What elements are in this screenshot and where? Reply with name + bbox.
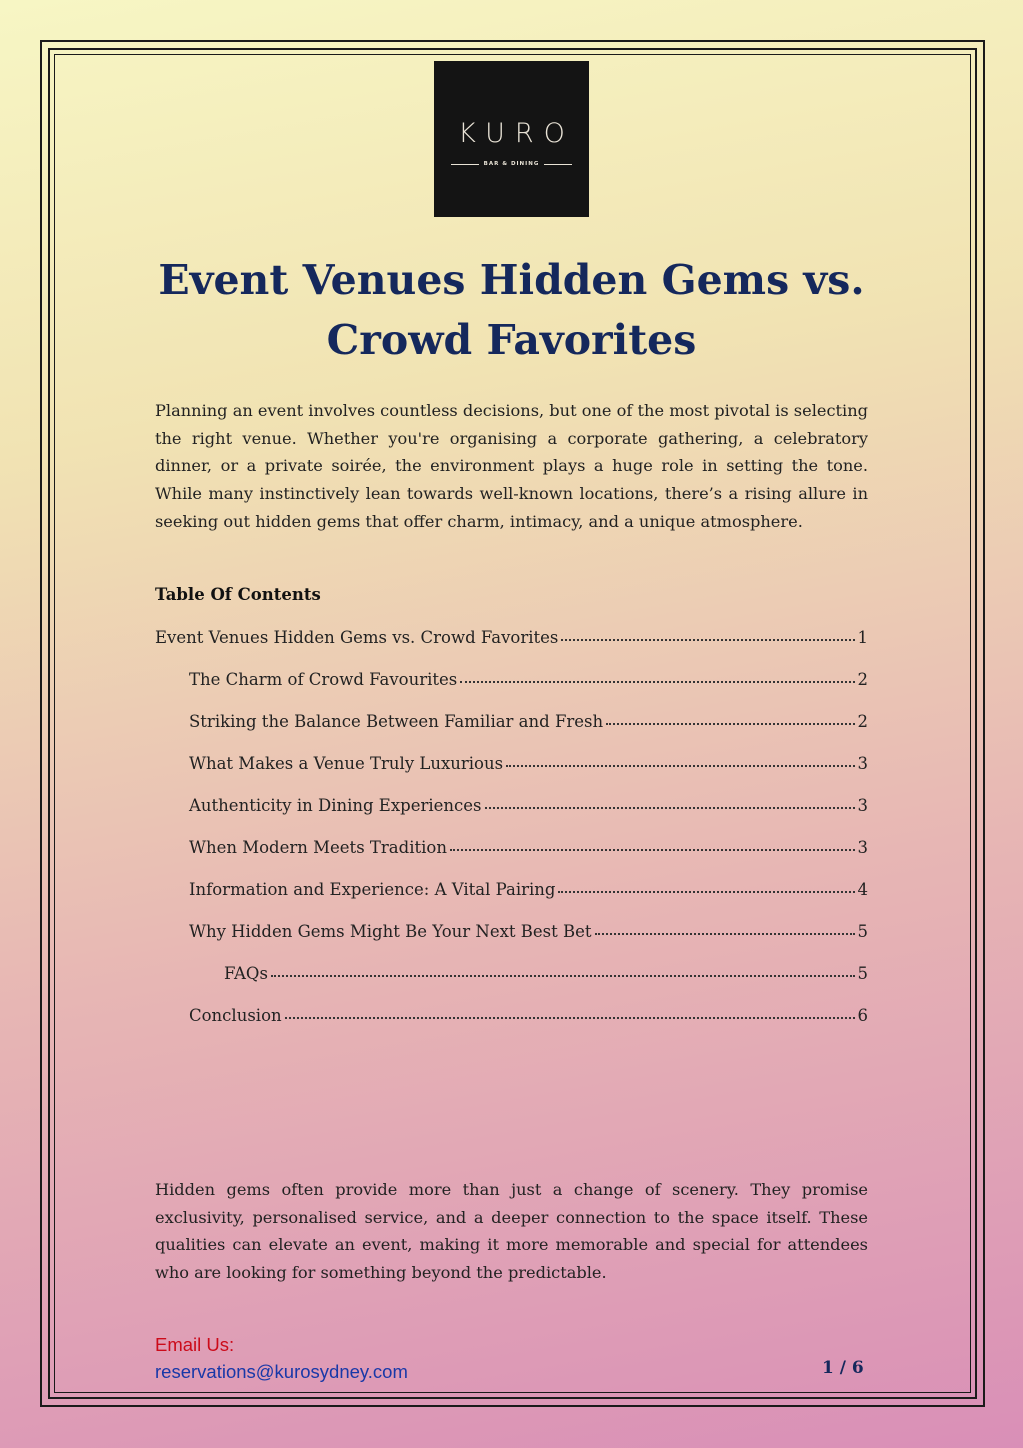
toc-dot-leader <box>506 764 854 767</box>
toc-dot-leader <box>606 722 854 725</box>
toc-entry-label: Striking the Balance Between Familiar and Fresh <box>189 712 604 731</box>
toc-dot-leader <box>285 1016 855 1019</box>
toc-entry-label: Authenticity in Dining Experiences <box>189 796 482 815</box>
toc-entry[interactable] <box>155 922 868 964</box>
toc-entry[interactable] <box>155 754 868 796</box>
toc-dot-leader <box>561 638 854 641</box>
toc-entry-label: Information and Experience: A Vital Pairing <box>189 880 556 899</box>
toc-entry[interactable] <box>155 964 868 1006</box>
intro-paragraph: Planning an event involves countless decisions, but one of the most pivotal is selecting the right venue. Whether you're organising a corporate gathering, a celebratory dinner, or a private soirée, the environment plays a huge role in setting the tone. While many instinctively lean towards well-known locations, there’s a rising allure in seeking out hidden gems that offer charm, intimacy, and a unique atmosphere. <box>155 401 868 531</box>
toc-dot-leader <box>450 848 855 851</box>
toc-dot-leader <box>595 932 855 935</box>
toc-dot-leader <box>460 680 854 683</box>
toc-entry-page: 3 <box>857 838 868 857</box>
email-link[interactable]: reservations@kurosydney.com <box>155 1361 408 1382</box>
toc-entry[interactable] <box>155 796 868 838</box>
toc-entry[interactable] <box>155 880 868 922</box>
logo-rule-left <box>451 164 479 165</box>
toc-entry-page: 5 <box>857 922 868 941</box>
toc-dot-leader <box>271 974 855 977</box>
toc-entry-label: FAQs <box>224 964 268 983</box>
toc-entry-label: When Modern Meets Tradition <box>189 838 447 857</box>
toc-dot-leader <box>485 806 855 809</box>
toc-entry[interactable] <box>155 670 868 712</box>
toc-entry-label: Why Hidden Gems Might Be Your Next Best Bet <box>189 922 592 941</box>
toc-entry[interactable] <box>155 1006 868 1048</box>
toc-entry[interactable] <box>155 712 868 754</box>
toc-entry-label: The Charm of Crowd Favourites <box>189 670 458 689</box>
toc-entry-label: Conclusion <box>189 1006 282 1025</box>
toc-entry-page: 3 <box>857 754 868 773</box>
toc-entry-page: 2 <box>857 670 868 689</box>
toc-entry-page: 5 <box>857 964 868 983</box>
table-of-contents <box>155 628 868 1048</box>
page-number: 1 / 6 <box>822 1358 864 1378</box>
toc-entry[interactable] <box>155 838 868 880</box>
body-paragraph: Hidden gems often provide more than just a change of scenery. They promise exclusivity, personalised service, and a deeper connection to the space itself. These qualities can elevate an event, making it more memorable and special for attendees who are looking for something beyond the predictable. <box>155 1180 868 1283</box>
toc-dot-leader <box>558 890 854 893</box>
logo-tagline: BAR & DINING <box>483 161 540 167</box>
email-label: Email Us: <box>155 1334 235 1355</box>
logo-brand-text: KURO <box>458 118 575 149</box>
toc-entry-label: What Makes a Venue Truly Luxurious <box>189 754 504 773</box>
document-title: Event Venues Hidden Gems vs. Crowd Favorites <box>158 256 865 364</box>
toc-entry-page: 3 <box>857 796 868 815</box>
toc-entry-page: 4 <box>857 880 868 899</box>
toc-entry-page: 1 <box>857 628 868 647</box>
logo-tagline-row <box>434 161 589 167</box>
kuro-logo <box>434 61 589 217</box>
toc-entry-label: Event Venues Hidden Gems vs. Crowd Favorites <box>155 628 559 647</box>
logo-rule-right <box>544 164 572 165</box>
toc-entry-page: 6 <box>857 1006 868 1025</box>
toc-entry-page: 2 <box>857 712 868 731</box>
toc-heading: Table Of Contents <box>155 585 321 604</box>
toc-entry[interactable] <box>155 628 868 670</box>
